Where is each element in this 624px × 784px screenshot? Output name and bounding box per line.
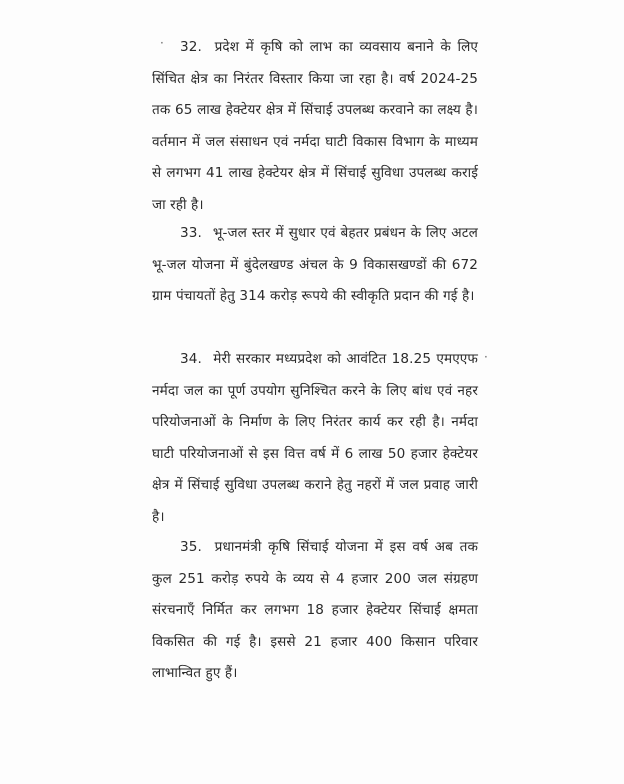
paragraph-text: प्रदेश में कृषि को लाभ का व्यवसाय बनाने के लिए सिंचित क्षेत्र का निरंतर विस्तार किया जा रहा है। वर्ष 2024-25 तक 65 लाख हेक्टेयर क्षेत्र में सिंचाई उपलब्ध करवाने का लक्ष्य है। वर्तमान में जल संसाधन एवं नर्मदा घाटी विकास विभाग के माध्यम से लगभग 41 लाख हेक्टेयर क्षेत्र में सिंचाई सुविधा उपलब्ध कराई जा रही है। bbox=[152, 39, 478, 213]
paragraph-number: 35. bbox=[180, 539, 202, 555]
paragraph-number: 33. bbox=[180, 225, 202, 241]
paragraph-number: 32. bbox=[180, 39, 202, 55]
paragraph-text: प्रधानमंत्री कृषि सिंचाई योजना में इस वर्ष अब तक कुल 251 करोड़ रुपये के व्यय से 4 हजार 200 जल संग्रहण संरचनाएँ निर्मित कर लगभग 18 हजार हेक्टेयर सिंचाई क्षमता विकसित की गई है। इससे 21 हजार 400 किसान परिवार लाभान्वित हुए हैं। bbox=[152, 539, 478, 682]
paragraph-text: भू-जल स्तर में सुधार एवं बेहतर प्रबंधन के लिए अटल भू-जल योजना में बुंदेलखण्ड अंचल के 9 विकासखण्डों की 672 ग्राम पंचायतों हेतु 314 करोड़ रूपये की स्वीकृति प्रदान की गई है। bbox=[152, 225, 478, 305]
paragraph-35 bbox=[152, 532, 478, 690]
paragraph-number: 34. bbox=[180, 351, 202, 367]
scan-speck: · bbox=[484, 350, 488, 364]
scan-speck: · bbox=[160, 36, 164, 50]
paragraph-text: मेरी सरकार मध्यप्रदेश को आवंटित 18.25 एमएएफ नर्मदा जल का पूर्ण उपयोग सुनिश्चित करने के लिए बांध एवं नहर परियोजनाओं के निर्माण के लिए निरंतर कार्य कर रही है। नर्मदा घाटी परियोजनाओं से इस वित्त वर्ष में 6 लाख 50 हजार हेक्टेयर क्षेत्र में सिंचाई सुविधा उपलब्ध कराने हेतु नहरों में जल प्रवाह जारी है। bbox=[152, 351, 479, 525]
paragraph-33 bbox=[152, 218, 478, 313]
paragraph-34 bbox=[152, 344, 478, 534]
paragraph-32 bbox=[152, 32, 478, 222]
